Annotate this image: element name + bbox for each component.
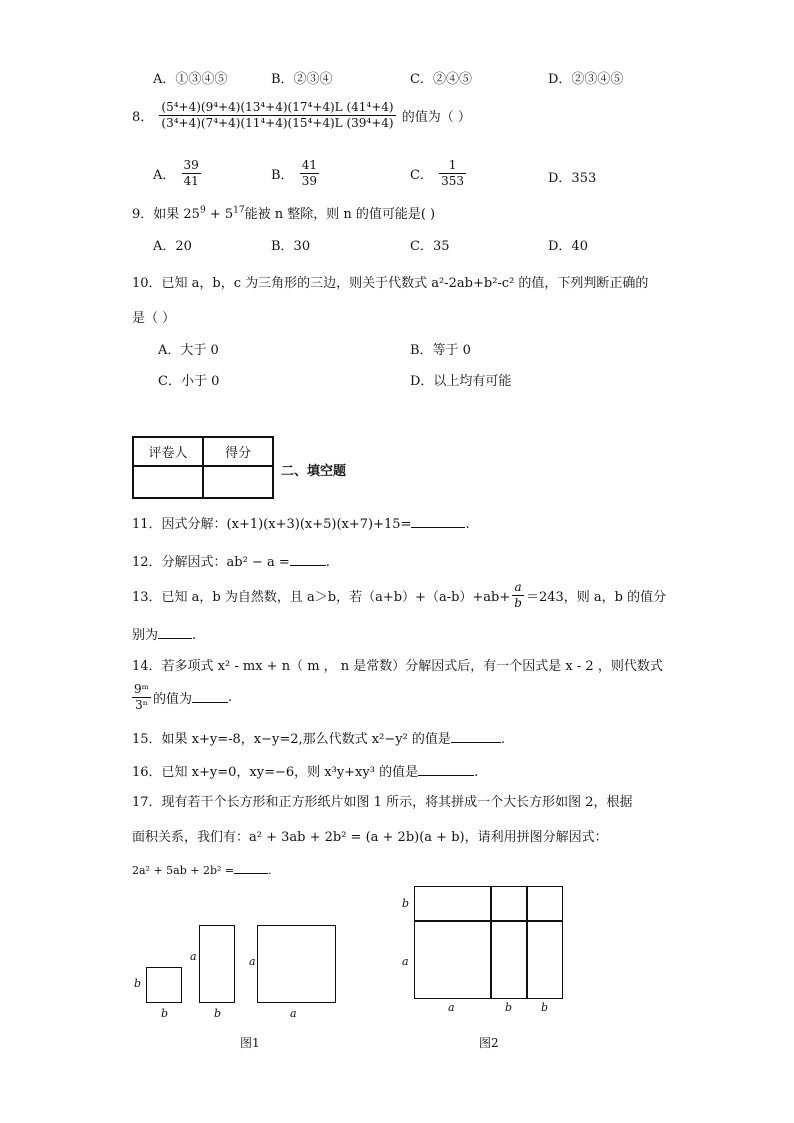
question-14-line1: 14．若多项式 x² - mx + n（ m ， n 是常数）分解因式后，有一个因式是 x - 2 ，则代数式 — [132, 659, 663, 674]
q14-frac-num: 9ᵐ — [134, 682, 149, 696]
fig1-label-b-bottom: b — [161, 1007, 169, 1020]
q13-frac-den: b — [514, 596, 522, 610]
fig2-label-top-side: b — [402, 897, 410, 910]
fig2-label-main-side: a — [402, 955, 409, 968]
q8-b-num: 41 — [301, 158, 317, 172]
question-17-line2: 面积关系，我们有：a² + 3ab + 2b² = (a + 2b)(a + b)，请利用拼图分解因式： — [132, 830, 608, 845]
question-17-line1: 17．现有若干个长方形和正方形纸片如图 1 所示，将其拼成一个大长方形如图 2，根据 — [132, 795, 633, 810]
q8-a-den: 41 — [183, 174, 199, 188]
q8-b-label: B． — [271, 168, 294, 183]
fig2-caption: 图2 — [479, 1036, 499, 1050]
q16-end: . — [474, 765, 479, 780]
q11-end: . — [465, 517, 470, 532]
question-17-line3 — [132, 863, 272, 877]
fig2-vertical-divider-2 — [526, 886, 528, 999]
fig1-caption: 图1 — [240, 1036, 260, 1050]
fig2-label-bottom-b1: b — [505, 1001, 513, 1014]
score-table-reviewer: 评卷人 — [133, 437, 203, 466]
score-table-reviewer-cell — [133, 466, 203, 498]
question-13-line2 — [132, 624, 196, 643]
question-9 — [132, 203, 435, 222]
question-15 — [132, 728, 505, 747]
q17-end: . — [268, 864, 272, 877]
q7-option-d: D．②③④⑤ — [548, 72, 624, 87]
q14-blank — [192, 692, 228, 703]
fig2-horizontal-divider — [414, 920, 563, 922]
q13-end: . — [192, 628, 197, 643]
score-table-score-cell — [203, 466, 273, 498]
q9-option-c: C．35 — [410, 239, 450, 254]
q13-line2: 别为 — [132, 628, 159, 643]
q13-text-b: ＝243，则 a，b 的值分 — [525, 590, 667, 605]
q8-numerator: (5⁴+4)(9⁴+4)(13⁴+4)(17⁴+4)L (41⁴+4) — [161, 100, 394, 114]
q8-tail: 的值为（ ） — [401, 110, 471, 125]
q8-option-c — [410, 158, 468, 189]
fig2-label-bottom-b2: b — [541, 1001, 549, 1014]
question-14-line2 — [132, 682, 232, 713]
q8-denominator: (3⁴+4)(7⁴+4)(11⁴+4)(15⁴+4)L (39⁴+4) — [161, 116, 394, 130]
q10-option-b: B．等于 0 — [410, 343, 471, 358]
q8-option-a — [153, 158, 203, 189]
fig1-rectangle — [199, 925, 235, 1003]
q8-option-d: D．353 — [548, 171, 597, 186]
q8-fraction — [159, 100, 395, 131]
q8-a-num: 39 — [183, 158, 199, 172]
q9-option-d: D．40 — [548, 239, 588, 254]
q14-line2: 的值为 — [153, 692, 193, 707]
q8-c-label: C． — [410, 168, 433, 183]
q9-exp2: 17 — [233, 205, 245, 216]
fig2-outer-rectangle — [414, 886, 563, 999]
section-2-heading: 二、填空题 — [281, 464, 347, 479]
q15-blank — [451, 732, 501, 743]
q11-blank — [411, 517, 465, 528]
q10-option-d: D．以上均有可能 — [410, 374, 512, 389]
q12-end: . — [325, 555, 330, 570]
fig2-label-bottom-a: a — [448, 1001, 455, 1014]
q16-text: 16．已知 x+y=0，xy=−6，则 x³y+xy³ 的值是 — [132, 765, 419, 780]
q7-option-b: B．②③④ — [271, 72, 333, 87]
q16-blank — [418, 765, 474, 776]
q7-option-a: A．①③④⑤ — [153, 72, 228, 87]
q13-text-a: 13．已知 a，b 为自然数，且 a＞b，若（a+b）+（a-b）+ab+ — [132, 590, 511, 605]
question-16 — [132, 761, 478, 780]
q14-frac-den: 3ⁿ — [135, 698, 148, 712]
q8-c-den: 353 — [441, 174, 464, 188]
q8-b-den: 39 — [301, 174, 317, 188]
score-table — [132, 436, 274, 499]
fig1-label-sq-side: a — [249, 955, 256, 968]
q9-option-a: A．20 — [153, 239, 192, 254]
q12-blank — [290, 555, 326, 566]
fig2-vertical-divider-1 — [490, 886, 492, 999]
q10-option-a: A．大于 0 — [158, 343, 219, 358]
q17-line3: 2a² + 5ab + 2b² = — [132, 864, 235, 877]
q13-frac-num: a — [512, 580, 524, 596]
q15-end: . — [500, 732, 506, 747]
q8-a-label: A． — [153, 168, 176, 183]
q15-text: 15．如果 x+y=-8，x−y=2,那么代数式 x²−y² 的值是 — [132, 732, 451, 747]
q9-text-b: + 5 — [205, 207, 234, 222]
question-10-line1: 10．已知 a，b，c 为三角形的三边，则关于代数式 a²-2ab+b²-c² 的值，下列判断正确的 — [132, 276, 649, 291]
q7-option-c: C．②④⑤ — [410, 72, 472, 87]
fig1-label-rect-bottom: b — [214, 1007, 222, 1020]
q9-text-a: 9．如果 25 — [132, 207, 200, 222]
q11-text: 11．因式分解：(x+1)(x+3)(x+5)(x+7)+15= — [132, 517, 412, 532]
fig1-label-b-side: b — [134, 977, 142, 990]
q9-text-c: 能被 n 整除，则 n 的值可能是( ) — [244, 207, 436, 222]
q12-text: 12．分解因式：ab² − a = — [132, 555, 290, 570]
question-10-line2: 是（ ） — [132, 311, 176, 326]
q8-option-b — [271, 158, 321, 189]
q14-end: . — [228, 690, 233, 705]
question-12 — [132, 551, 330, 570]
fig1-label-a-side: a — [190, 950, 197, 963]
q9-exp1: 9 — [199, 205, 206, 216]
question-13 — [132, 580, 666, 611]
score-table-score: 得分 — [203, 437, 273, 466]
question-8 — [132, 100, 471, 131]
q10-option-c: C．小于 0 — [158, 374, 220, 389]
fig1-label-sq-bottom: a — [290, 1007, 297, 1020]
q8-number: 8． — [132, 110, 154, 125]
q13-blank — [158, 628, 192, 639]
q8-c-num: 1 — [439, 158, 466, 174]
fig1-small-square — [146, 967, 182, 1003]
q9-option-b: B．30 — [271, 239, 311, 254]
question-11 — [132, 513, 470, 532]
fig1-large-square — [257, 925, 336, 1003]
q17-blank — [234, 863, 268, 874]
